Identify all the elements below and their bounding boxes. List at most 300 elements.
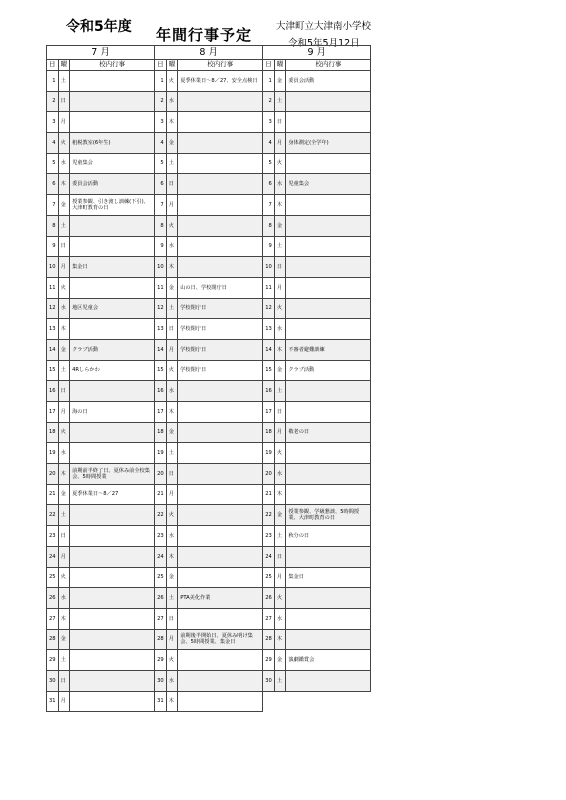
- day-number: 30: [47, 670, 59, 691]
- event-cell: 学校閉庁日: [178, 319, 263, 340]
- weekday: 金: [166, 277, 178, 298]
- event-cell: [70, 381, 155, 402]
- day-number: 7: [263, 195, 275, 216]
- weekday: 日: [58, 381, 70, 402]
- event-cell: 児童集会: [286, 174, 371, 195]
- weekday: 日: [58, 236, 70, 257]
- event-cell: [178, 402, 263, 423]
- weekday: 日: [274, 257, 286, 278]
- weekday: 木: [274, 339, 286, 360]
- event-cell: 前期後半開始日、夏休み明け集会、5時間授業、集金日: [178, 629, 263, 650]
- day-number: 6: [47, 174, 59, 195]
- event-cell: [286, 464, 371, 485]
- event-cell: [70, 277, 155, 298]
- event-cell: [70, 443, 155, 464]
- day-number: 1: [47, 71, 59, 92]
- issue-date: 令和5年5月12日: [288, 38, 360, 49]
- day-number: 12: [155, 298, 167, 319]
- weekday: 土: [166, 588, 178, 609]
- event-cell: [178, 91, 263, 112]
- event-cell: [286, 195, 371, 216]
- event-cell: クラブ活動: [70, 339, 155, 360]
- day-number: 7: [47, 195, 59, 216]
- weekday: 土: [274, 381, 286, 402]
- event-cell: 授業参観、学級懇談、5時間授業、大津町教育の日: [286, 505, 371, 526]
- col-events: 校内行事: [70, 60, 155, 71]
- table-row: [47, 298, 371, 319]
- weekday: 木: [58, 608, 70, 629]
- weekday: 日: [166, 319, 178, 340]
- table-row: [47, 174, 371, 195]
- event-cell: 委員会活動: [70, 174, 155, 195]
- weekday: 火: [274, 588, 286, 609]
- event-cell: [70, 691, 155, 712]
- weekday: 日: [58, 526, 70, 547]
- col-events: 校内行事: [286, 60, 371, 71]
- event-cell: [70, 546, 155, 567]
- event-cell: 演劇鑑賞会: [286, 650, 371, 671]
- table-row: [47, 422, 371, 443]
- day-number: 11: [263, 277, 275, 298]
- weekday: 木: [166, 691, 178, 712]
- event-cell: [286, 588, 371, 609]
- event-cell: [70, 567, 155, 588]
- event-cell: 集金日: [286, 567, 371, 588]
- day-number: 19: [155, 443, 167, 464]
- weekday: 木: [274, 484, 286, 505]
- day-number: 16: [263, 381, 275, 402]
- day-number: 29: [155, 650, 167, 671]
- day-number: 12: [47, 298, 59, 319]
- table-row: [47, 153, 371, 174]
- day-number: 15: [47, 360, 59, 381]
- day-number: 27: [47, 608, 59, 629]
- day-number: 7: [155, 195, 167, 216]
- weekday: 火: [166, 71, 178, 92]
- table-row: [47, 277, 371, 298]
- event-cell: 4Rしらかわ: [70, 360, 155, 381]
- event-cell: 夏季休業日～8／27、安全点検日: [178, 71, 263, 92]
- event-cell: [178, 505, 263, 526]
- day-number: 1: [263, 71, 275, 92]
- weekday: 火: [166, 360, 178, 381]
- event-cell: [70, 526, 155, 547]
- day-number: 25: [263, 567, 275, 588]
- event-cell: 前期前半終了日、夏休み前全校集会、5時間授業: [70, 464, 155, 485]
- event-cell: [286, 546, 371, 567]
- table-row: [47, 526, 371, 547]
- col-weekday: 曜: [274, 60, 286, 71]
- weekday: 水: [58, 298, 70, 319]
- table-row: [47, 588, 371, 609]
- month-header-september: 9 月: [263, 46, 371, 60]
- event-cell: 学校閉庁日: [178, 360, 263, 381]
- weekday: 木: [58, 319, 70, 340]
- event-cell: [178, 236, 263, 257]
- weekday: 金: [58, 339, 70, 360]
- day-number: 9: [155, 236, 167, 257]
- day-number: 21: [263, 484, 275, 505]
- event-cell: 児童集会: [70, 153, 155, 174]
- event-cell: [178, 112, 263, 133]
- weekday: 水: [274, 174, 286, 195]
- day-number: 6: [263, 174, 275, 195]
- table-row: [47, 505, 371, 526]
- weekday: 月: [274, 422, 286, 443]
- day-number: 19: [47, 443, 59, 464]
- event-cell: 身体測定(全学年): [286, 133, 371, 154]
- day-number: 3: [155, 112, 167, 133]
- day-number: 26: [155, 588, 167, 609]
- weekday: 水: [166, 381, 178, 402]
- day-number: 24: [47, 546, 59, 567]
- weekday: 土: [274, 526, 286, 547]
- day-number: 8: [155, 215, 167, 236]
- weekday: 水: [166, 526, 178, 547]
- day-number: 14: [155, 339, 167, 360]
- col-day: 日: [263, 60, 275, 71]
- weekday: 金: [166, 133, 178, 154]
- weekday: 日: [58, 91, 70, 112]
- day-number: 22: [263, 505, 275, 526]
- day-number: 20: [47, 464, 59, 485]
- event-cell: 学校閉庁日: [178, 339, 263, 360]
- day-number: 21: [155, 484, 167, 505]
- day-number: 27: [155, 608, 167, 629]
- weekday: 火: [166, 215, 178, 236]
- event-cell: [286, 402, 371, 423]
- day-number: 10: [155, 257, 167, 278]
- weekday: 金: [274, 360, 286, 381]
- day-number: 13: [47, 319, 59, 340]
- table-row: [47, 464, 371, 485]
- event-cell: [70, 608, 155, 629]
- weekday: 月: [166, 195, 178, 216]
- weekday: 金: [166, 567, 178, 588]
- empty-cell: [263, 691, 275, 712]
- weekday: 火: [166, 505, 178, 526]
- event-cell: [286, 257, 371, 278]
- weekday: 土: [58, 360, 70, 381]
- day-number: 4: [47, 133, 59, 154]
- weekday: 火: [274, 298, 286, 319]
- event-cell: [70, 505, 155, 526]
- weekday: 月: [274, 277, 286, 298]
- day-number: 21: [47, 484, 59, 505]
- table-row: [47, 629, 371, 650]
- event-cell: [178, 670, 263, 691]
- event-cell: [286, 236, 371, 257]
- day-number: 28: [155, 629, 167, 650]
- weekday: 土: [58, 650, 70, 671]
- col-weekday: 曜: [58, 60, 70, 71]
- day-number: 10: [263, 257, 275, 278]
- event-cell: [286, 608, 371, 629]
- day-number: 20: [155, 464, 167, 485]
- event-cell: [70, 236, 155, 257]
- event-cell: [70, 215, 155, 236]
- weekday: 木: [166, 546, 178, 567]
- day-number: 10: [47, 257, 59, 278]
- event-cell: [178, 257, 263, 278]
- weekday: 土: [274, 670, 286, 691]
- col-day: 日: [47, 60, 59, 71]
- day-number: 8: [47, 215, 59, 236]
- event-cell: [178, 215, 263, 236]
- schedule-table: [46, 45, 371, 712]
- weekday: 水: [166, 236, 178, 257]
- event-cell: [178, 567, 263, 588]
- event-cell: 学校閉庁日: [178, 298, 263, 319]
- weekday: 木: [274, 195, 286, 216]
- weekday: 月: [274, 567, 286, 588]
- weekday: 月: [58, 402, 70, 423]
- day-number: 22: [155, 505, 167, 526]
- weekday: 日: [166, 174, 178, 195]
- weekday: 火: [166, 650, 178, 671]
- day-number: 27: [263, 608, 275, 629]
- weekday: 金: [58, 195, 70, 216]
- weekday: 火: [274, 153, 286, 174]
- day-number: 20: [263, 464, 275, 485]
- event-cell: PTA美化作業: [178, 588, 263, 609]
- day-number: 26: [47, 588, 59, 609]
- weekday: 月: [274, 133, 286, 154]
- table-row: [47, 650, 371, 671]
- event-cell: 夏季休業日～8／27: [70, 484, 155, 505]
- event-cell: [178, 195, 263, 216]
- event-cell: [286, 670, 371, 691]
- event-cell: [70, 629, 155, 650]
- event-cell: [178, 133, 263, 154]
- event-cell: [178, 484, 263, 505]
- table-row: [47, 402, 371, 423]
- day-number: 25: [47, 567, 59, 588]
- event-cell: [178, 422, 263, 443]
- table-row: [47, 319, 371, 340]
- empty-cell: [286, 691, 371, 712]
- day-number: 3: [47, 112, 59, 133]
- page-title: 年間行事予定: [156, 26, 253, 44]
- day-number: 12: [263, 298, 275, 319]
- day-number: 31: [47, 691, 59, 712]
- event-cell: [178, 608, 263, 629]
- event-cell: [70, 422, 155, 443]
- day-number: 26: [263, 588, 275, 609]
- table-row: [47, 257, 371, 278]
- event-cell: [178, 153, 263, 174]
- day-number: 8: [263, 215, 275, 236]
- weekday: 月: [58, 691, 70, 712]
- table-row: [47, 71, 371, 92]
- weekday: 月: [166, 484, 178, 505]
- event-cell: [286, 298, 371, 319]
- event-cell: [178, 464, 263, 485]
- day-number: 17: [263, 402, 275, 423]
- month-header-august: 8 月: [155, 46, 263, 60]
- event-cell: [286, 319, 371, 340]
- day-number: 16: [47, 381, 59, 402]
- weekday: 木: [166, 402, 178, 423]
- table-row: [47, 484, 371, 505]
- event-cell: [70, 71, 155, 92]
- weekday: 日: [58, 670, 70, 691]
- event-cell: クラブ活動: [286, 360, 371, 381]
- weekday: 土: [58, 505, 70, 526]
- event-cell: [286, 215, 371, 236]
- weekday: 金: [274, 215, 286, 236]
- day-number: 15: [155, 360, 167, 381]
- weekday: 日: [274, 112, 286, 133]
- table-row: [47, 691, 371, 712]
- event-cell: 不審者避難訓練: [286, 339, 371, 360]
- weekday: 土: [166, 153, 178, 174]
- day-number: 5: [47, 153, 59, 174]
- event-cell: [286, 381, 371, 402]
- weekday: 金: [274, 71, 286, 92]
- event-cell: 委員会活動: [286, 71, 371, 92]
- event-cell: [70, 670, 155, 691]
- event-cell: [70, 91, 155, 112]
- table-row: [47, 567, 371, 588]
- event-cell: 授業参観、引き渡し訓練(下引)、大津町教育の日: [70, 195, 155, 216]
- event-cell: [286, 629, 371, 650]
- event-cell: 敬老の日: [286, 422, 371, 443]
- event-cell: [70, 319, 155, 340]
- event-cell: 海の日: [70, 402, 155, 423]
- weekday: 月: [166, 339, 178, 360]
- empty-cell: [274, 691, 286, 712]
- day-number: 28: [263, 629, 275, 650]
- weekday: 火: [274, 443, 286, 464]
- day-number: 16: [155, 381, 167, 402]
- weekday: 日: [166, 464, 178, 485]
- day-number: 1: [155, 71, 167, 92]
- table-row: [47, 236, 371, 257]
- day-number: 14: [263, 339, 275, 360]
- day-number: 30: [263, 670, 275, 691]
- table-row: [47, 443, 371, 464]
- weekday: 日: [274, 402, 286, 423]
- weekday: 金: [274, 650, 286, 671]
- weekday: 月: [58, 112, 70, 133]
- weekday: 土: [58, 71, 70, 92]
- day-number: 18: [47, 422, 59, 443]
- weekday: 土: [274, 91, 286, 112]
- day-number: 23: [155, 526, 167, 547]
- event-cell: [286, 112, 371, 133]
- day-number: 29: [47, 650, 59, 671]
- event-cell: [178, 546, 263, 567]
- event-cell: [178, 526, 263, 547]
- day-number: 3: [263, 112, 275, 133]
- event-cell: [286, 153, 371, 174]
- day-number: 11: [155, 277, 167, 298]
- table-row: [47, 546, 371, 567]
- day-number: 19: [263, 443, 275, 464]
- weekday: 木: [58, 464, 70, 485]
- day-number: 5: [155, 153, 167, 174]
- day-number: 4: [263, 133, 275, 154]
- col-weekday: 曜: [166, 60, 178, 71]
- event-cell: [70, 112, 155, 133]
- weekday: 火: [58, 567, 70, 588]
- weekday: 水: [274, 319, 286, 340]
- weekday: 水: [274, 608, 286, 629]
- weekday: 水: [58, 153, 70, 174]
- day-number: 13: [263, 319, 275, 340]
- weekday: 日: [274, 546, 286, 567]
- event-cell: [286, 91, 371, 112]
- day-number: 4: [155, 133, 167, 154]
- day-number: 24: [155, 546, 167, 567]
- day-number: 2: [47, 91, 59, 112]
- day-number: 11: [47, 277, 59, 298]
- weekday: 木: [274, 629, 286, 650]
- event-cell: [178, 650, 263, 671]
- table-row: [47, 670, 371, 691]
- table-row: [47, 339, 371, 360]
- day-number: 13: [155, 319, 167, 340]
- event-cell: [286, 277, 371, 298]
- weekday: 月: [58, 546, 70, 567]
- day-number: 9: [263, 236, 275, 257]
- day-number: 2: [263, 91, 275, 112]
- event-cell: 山の日、学校閉庁日: [178, 277, 263, 298]
- year-title: 令和5年度: [66, 19, 132, 35]
- day-number: 29: [263, 650, 275, 671]
- weekday: 土: [58, 215, 70, 236]
- col-day: 日: [155, 60, 167, 71]
- table-row: [47, 381, 371, 402]
- event-cell: 租税教室(6年生): [70, 133, 155, 154]
- table-row: [47, 91, 371, 112]
- day-number: 22: [47, 505, 59, 526]
- weekday: 木: [166, 112, 178, 133]
- day-number: 9: [47, 236, 59, 257]
- day-number: 14: [47, 339, 59, 360]
- day-number: 23: [263, 526, 275, 547]
- table-row: [47, 360, 371, 381]
- day-number: 23: [47, 526, 59, 547]
- event-cell: [70, 650, 155, 671]
- event-cell: [70, 588, 155, 609]
- weekday: 水: [58, 443, 70, 464]
- table-row: [47, 112, 371, 133]
- school-name: 大津町立大津南小学校: [276, 21, 372, 32]
- weekday: 水: [58, 588, 70, 609]
- weekday: 土: [166, 298, 178, 319]
- event-cell: 地区児童会: [70, 298, 155, 319]
- event-cell: [178, 443, 263, 464]
- weekday: 水: [274, 464, 286, 485]
- weekday: 金: [58, 629, 70, 650]
- event-cell: [178, 174, 263, 195]
- table-row: [47, 608, 371, 629]
- day-number: 30: [155, 670, 167, 691]
- weekday: 火: [58, 422, 70, 443]
- weekday: 木: [166, 257, 178, 278]
- weekday: 火: [58, 277, 70, 298]
- weekday: 日: [166, 608, 178, 629]
- day-number: 15: [263, 360, 275, 381]
- day-number: 6: [155, 174, 167, 195]
- table-row: [47, 195, 371, 216]
- day-number: 2: [155, 91, 167, 112]
- event-cell: [178, 381, 263, 402]
- weekday: 土: [274, 236, 286, 257]
- event-cell: [286, 484, 371, 505]
